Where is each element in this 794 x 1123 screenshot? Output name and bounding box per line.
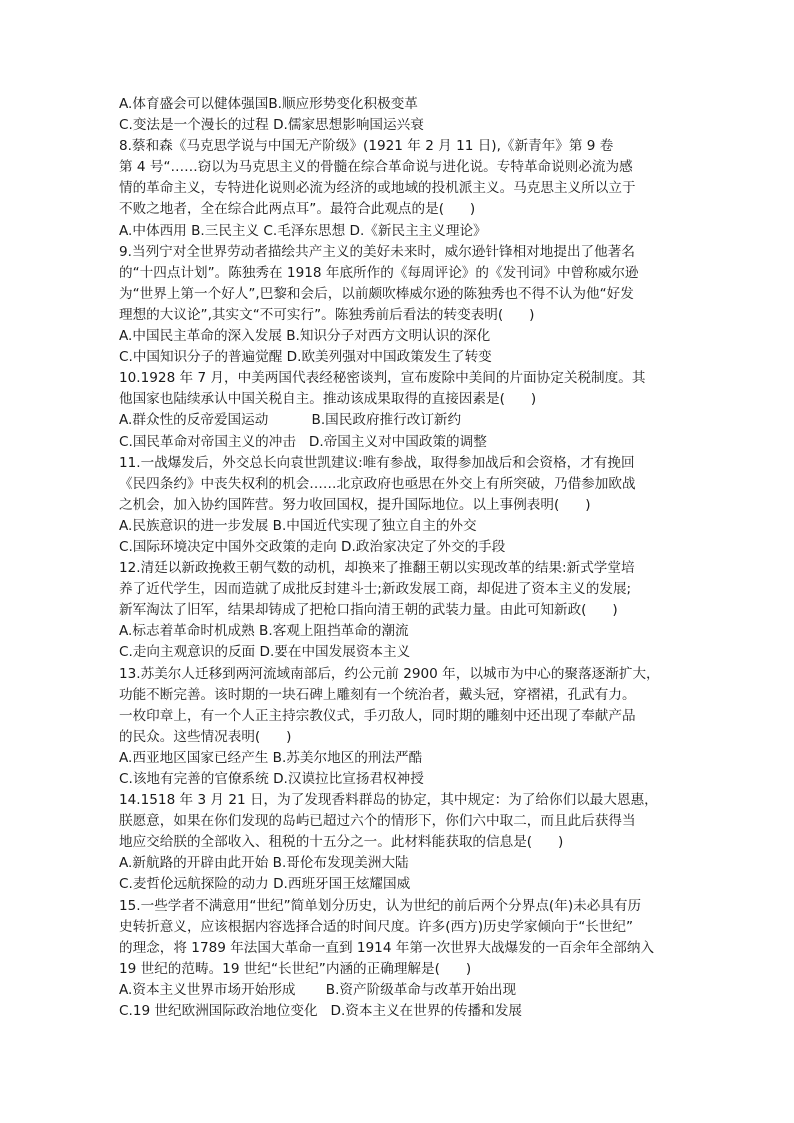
question-11-stem: 11.一战爆发后，外交总长向袁世凯建议:唯有参战，取得参加战后和会资格，才有挽回 bbox=[119, 454, 635, 471]
question-11-options: A.民族意识的进一步发展 B.中国近代实现了独立自主的外交 bbox=[119, 517, 477, 534]
question-15-stem: 的理念，将 1789 年法国大革命一直到 1914 年第一次世界大战爆发的一百余年全部纳入 bbox=[119, 939, 655, 956]
question-12-stem: 新军淘汰了旧军，结果却铸成了把枪口指向清王朝的武装力量。由此可知新政( ) bbox=[119, 602, 618, 619]
question-9-stem: 的“十四点计划”。陈独秀在 1918 年底所作的《每周评论》的《发刊词》中曾称威尔逊 bbox=[119, 264, 639, 281]
question-14-stem: 地应交给朕的全部收入、租税的十五分之一。此材料能获取的信息是( ) bbox=[119, 834, 564, 851]
question-13-options: A.西亚地区国家已经产生 B.苏美尔地区的刑法严酷 bbox=[119, 749, 423, 766]
question-9-stem: 为“世界上第一个好人”,巴黎和会后，以前颇吹棒威尔逊的陈独秀也不得不认为他“好发 bbox=[119, 285, 634, 302]
question-10-options: A.群众性的反帝爱国运动 B.国民政府推行改订新约 bbox=[119, 412, 462, 429]
question-10-stem: 他国家也陆续承认中国关税自主。推动该成果取得的直接因素是( ) bbox=[119, 391, 537, 408]
question-15-stem: 15.一些学者不满意用“世纪”简单划分历史，认为世纪的前后两个分界点(年)未必具有历 bbox=[119, 897, 642, 914]
question-13-stem: 功能不断完善。该时期的一块石碑上雕刻有一个统治者，戴头冠，穿褶裙，孔武有力。 bbox=[119, 686, 636, 703]
question-8-options: A.中体西用 B.三民主义 C.毛泽东思想 D.《新民主主义理论》 bbox=[119, 222, 487, 239]
question-11-options: C.国际环境决定中国外交政策的走向 D.政治家决定了外交的手段 bbox=[119, 538, 506, 555]
question-9-options: A.中国民主革命的深入发展 B.知识分子对西方文明认识的深化 bbox=[119, 328, 491, 345]
question-8-stem: 情的革命主义，专特进化说则必流为经济的或地域的投机派主义。马克思主义所以立于 bbox=[119, 180, 636, 197]
question-13-options: C.该地有完善的官僚系统 D.汉谟拉比宣扬君权神授 bbox=[119, 771, 424, 787]
question-13-stem: 一枚印章上，有一个人正主持宗教仪式，手刃敌人，同时期的雕刻中还出现了奉献产品 bbox=[119, 707, 636, 724]
question-text-block bbox=[119, 94, 679, 1022]
question-10-stem: 10.1928 年 7 月，中美两国代表经秘密谈判，宣布废除中美间的片面协定关税制度。其 bbox=[119, 370, 646, 387]
answer-options: A.体育盛会可以健体强国B.顺应形势变化积极变革 bbox=[119, 96, 418, 112]
question-14-stem: 朕愿意，如果在你们发现的岛屿已超过六个的情形下，你们六中取二，而且此后获得当 bbox=[119, 813, 636, 830]
question-14-options: A.新航路的开辟由此开始 B.哥伦布发现美洲大陆 bbox=[119, 855, 409, 872]
question-12-stem: 养了近代学生，因而造就了成批反封建斗士;新政发展工商，却促进了资本主义的发展; bbox=[119, 581, 632, 598]
question-9-options: C.中国知识分子的普遍觉醒 D.欧美列强对中国政策发生了转变 bbox=[119, 349, 492, 366]
question-15-stem: 19 世纪的范畴。19 世纪“长世纪”内涵的正确理解是( ) bbox=[119, 960, 472, 977]
question-14-stem: 14.1518 年 3 月 21 日，为了发现香料群岛的协定，其中规定：为了给你们以最大恩惠， bbox=[119, 792, 658, 809]
question-9-stem: 理想的大议论”,其实文“不可实行”。陈独秀前后看法的转变表明( ) bbox=[119, 306, 535, 323]
question-15-stem: 史转折意义，应该根据内容选择合适的时间尺度。许多(西方)历史学家倾向于“长世纪” bbox=[119, 918, 634, 935]
question-8-stem: 不败之地者，全在综合此两点耳”。最符合此观点的是( ) bbox=[119, 201, 476, 218]
question-13-stem: 13.苏美尔人迁移到两河流域南部后，约公元前 2900 年，以城市为中心的聚落逐渐扩大， bbox=[119, 665, 660, 682]
question-8-stem: 8.蔡和森《马克思学说与中国无产阶级》(1921 年 2 月 11 日),《新青年》第 9 卷 bbox=[119, 138, 614, 155]
question-15-options: C.19 世纪欧洲国际政治地位变化 D.资本主义在世界的传播和发展 bbox=[119, 1003, 523, 1020]
question-10-options: C.国民革命对帝国主义的冲击 D.帝国主义对中国政策的调整 bbox=[119, 433, 487, 450]
question-8-stem: 第 4 号“……窃以为马克思主义的骨髓在综合革命说与进化说。专特革命说则必流为感 bbox=[119, 159, 633, 176]
question-13-stem: 的民众。这些情况表明( ) bbox=[119, 728, 292, 745]
question-15-options: A.资本主义世界市场开始形成 B.资产阶级革命与改革开始出现 bbox=[119, 981, 517, 998]
answer-options: C.变法是一个漫长的过程 D.儒家思想影响国运兴衰 bbox=[119, 117, 424, 134]
question-12-options: C.走向主观意识的反面 D.要在中国发展资本主义 bbox=[119, 644, 411, 661]
question-12-options: A.标志着革命时机成熟 B.客观上阻挡革命的潮流 bbox=[119, 623, 409, 640]
question-11-stem: 之机会，加入协约国阵营。努力收回国权，提升国际地位。以上事例表明( ) bbox=[119, 496, 591, 513]
question-11-stem: 《民四条约》中丧失权利的机会……北京政府也亟思在外交上有所突破，乃借参加欧战 bbox=[119, 475, 636, 492]
question-9-stem: 9.当列宁对全世界劳动者描绘共产主义的美好未来时，威尔逊针锋相对地提出了他著名 bbox=[119, 243, 635, 260]
question-12-stem: 12.清廷以新政挽救王朝气数的动机，却换来了推翻王朝以实现改革的结果:新式学堂培 bbox=[119, 560, 635, 577]
question-14-options: C.麦哲伦远航探险的动力 D.西班牙国王炫耀国威 bbox=[119, 876, 411, 893]
